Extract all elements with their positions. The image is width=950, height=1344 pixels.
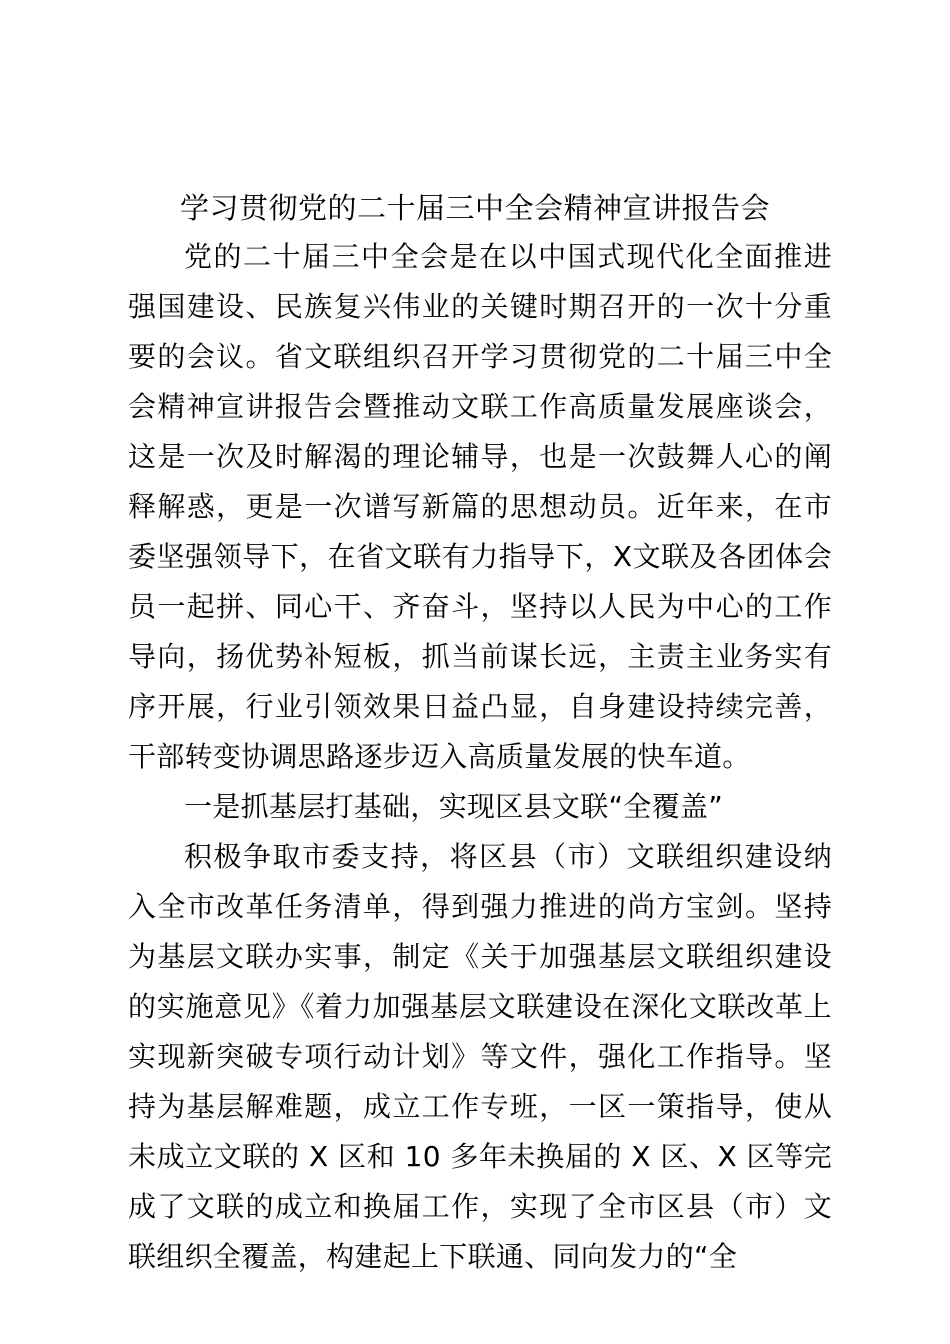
section-paragraph: 积极争取市委支持，将区县（市）文联组织建设纳入全市改革任务清单，得到强力推进的尚方宝剑。坚持为基层文联办实事，制定《关于加强基层文联组织建设的实施意见》《着力加强基层文联建设在深化文联改革上实现新突破专项行动计划》等文件，强化工作指导。坚持为基层解难题，成立工作专班，一区一策指导，使从未成立文联的 X 区和 10 多年未换届的 X 区、X 区等完成了文联的成立和换届工作，实现了全市区县（市）文联组织全覆盖，构建起上下联通、同向发力的“全: [128, 840, 832, 1273]
document-body: [128, 232, 832, 1282]
document-title: 学习贯彻党的二十届三中全会精神宣讲报告会: [179, 191, 770, 225]
intro-paragraph: 党的二十届三中全会是在以中国式现代化全面推进强国建设、民族复兴伟业的关键时期召开的一次十分重要的会议。省文联组织召开学习贯彻党的二十届三中全会精神宣讲报告会暨推动文联工作高质量发展座谈会，这是一次及时解渴的理论辅导，也是一次鼓舞人心的阐释解惑，更是一次谱写新篇的思想动员。近年来，在市委坚强领导下，在省文联有力指导下，X文联及各团体会员一起拼、同心干、齐奋斗，坚持以人民为中心的工作导向，扬优势补短板，抓当前谋长远，主责主业务实有序开展，行业引领效果日益凸显，自身建设持续完善，干部转变协调思路逐步迈入高质量发展的快车道。: [128, 240, 832, 773]
section-heading: 一是抓基层打基础，实现区县文联“全覆盖”: [184, 790, 724, 823]
